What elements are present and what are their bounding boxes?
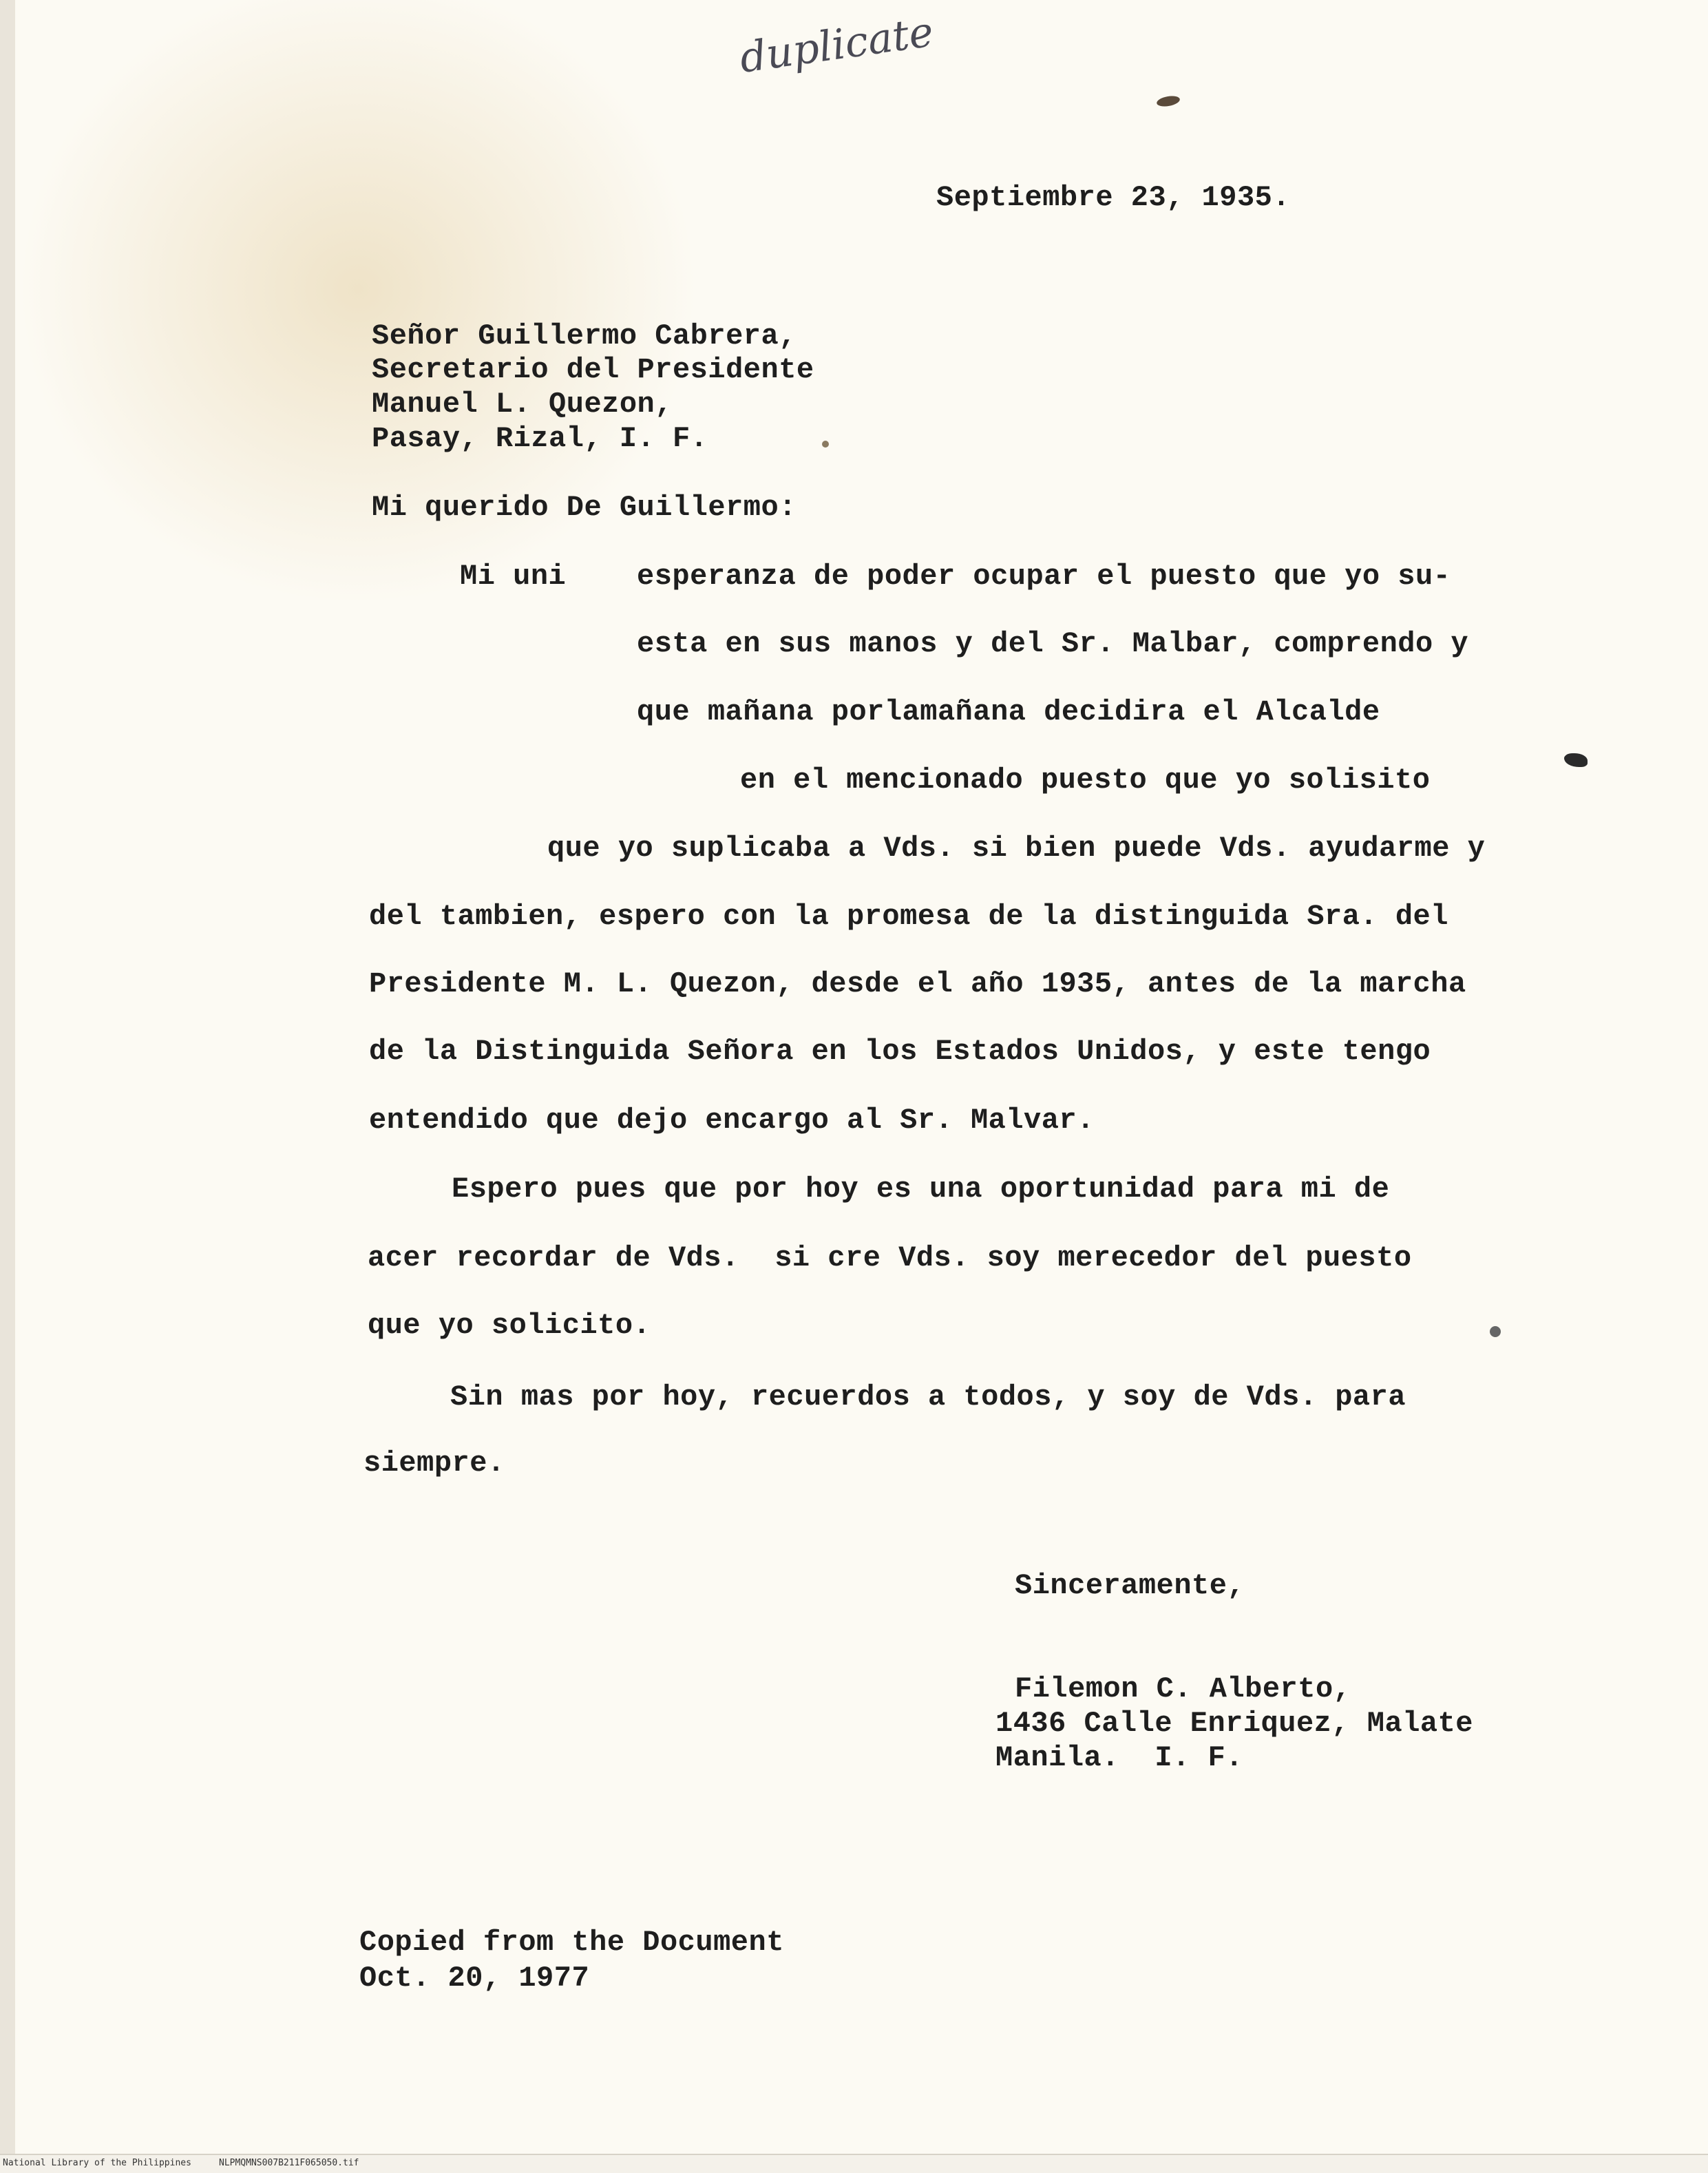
- copy-date: Oct. 20, 1977: [359, 1962, 590, 1995]
- body-line: que yo solicito.: [368, 1309, 651, 1342]
- body-line: Sin mas por hoy, recuerdos a todos, y soy de Vds. para: [450, 1381, 1406, 1414]
- closing: Sinceramente,: [1015, 1569, 1245, 1602]
- body-line: Presidente M. L. Quezon, desde el año 1935, antes de la marcha: [369, 967, 1466, 1000]
- footer-library: National Library of the Philippines: [3, 2158, 191, 2168]
- body-line: Espero pues que por hoy es una oportunidad para mi de: [452, 1173, 1390, 1206]
- address-line: Secretario del Presidente: [372, 353, 814, 386]
- body-line: acer recordar de Vds. si cre Vds. soy merecedor del puesto: [368, 1241, 1412, 1274]
- address-line: Señor Guillermo Cabrera,: [372, 319, 797, 353]
- signature-name: Filemon C. Alberto,: [1015, 1672, 1351, 1705]
- body-line: Mi uni: [460, 560, 567, 593]
- ink-blot: [822, 441, 829, 448]
- body-line: en el mencionado puesto que yo solisito: [740, 764, 1431, 797]
- footer-file: NLPMQMNS007B211F065050.tif: [219, 2158, 359, 2168]
- address-line: Pasay, Rizal, I. F.: [372, 422, 708, 455]
- body-line: esperanza de poder ocupar el puesto que yo su-: [637, 560, 1451, 593]
- body-line: entendido que dejo encargo al Sr. Malvar.: [369, 1104, 1095, 1137]
- ink-blot: [1564, 753, 1588, 767]
- body-line: de la Distinguida Señora en los Estados Unidos, y este tengo: [369, 1035, 1431, 1068]
- body-line: siempre.: [363, 1447, 505, 1480]
- scan-footer-bar: [0, 2154, 1708, 2173]
- scan-left-edge: [0, 0, 15, 2172]
- ink-blot: [1156, 94, 1181, 108]
- salutation: Mi querido De Guillermo:: [372, 491, 797, 524]
- body-line: del tambien, espero con la promesa de la distinguida Sra. del: [369, 900, 1448, 933]
- ink-blot: [1490, 1326, 1501, 1337]
- signature-address: 1436 Calle Enriquez, Malate: [995, 1707, 1474, 1740]
- letter-date: Septiembre 23, 1935.: [936, 181, 1291, 214]
- copy-note: Copied from the Document: [359, 1926, 784, 1959]
- body-line: que mañana porlamañana decidira el Alcalde: [637, 695, 1380, 728]
- body-line: esta en sus manos y del Sr. Malbar, comprendo y: [637, 627, 1469, 660]
- address-line: Manuel L. Quezon,: [372, 388, 673, 421]
- signature-city: Manila. I. F.: [995, 1741, 1243, 1774]
- body-line: que yo suplicaba a Vds. si bien puede Vds. ayudarme y: [547, 832, 1486, 865]
- handwritten-annotation: duplicate: [737, 8, 937, 83]
